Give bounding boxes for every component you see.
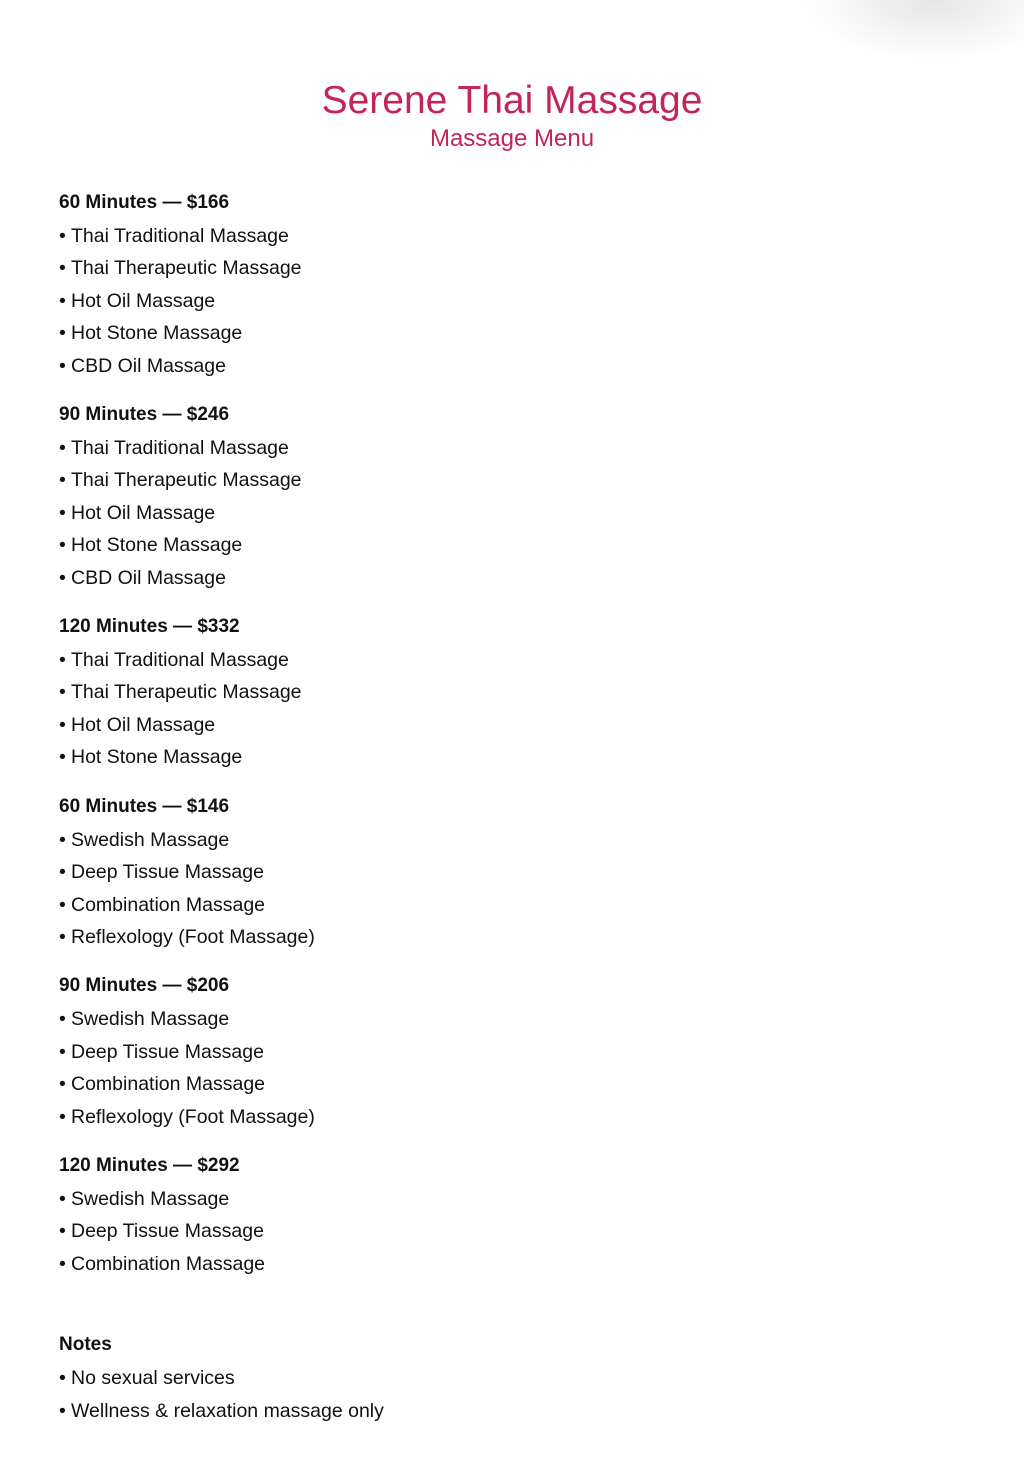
pricing-section-thai-60 xyxy=(59,188,959,382)
list-item xyxy=(59,529,959,561)
list-item xyxy=(59,1248,959,1280)
list-item xyxy=(59,1362,959,1394)
service-name: CBD Oil Massage xyxy=(71,354,226,377)
notes-section xyxy=(59,1330,959,1427)
bullet-icon: • xyxy=(59,354,66,377)
bullet-icon: • xyxy=(59,1367,66,1390)
bullet-icon: • xyxy=(59,1105,66,1128)
list-item xyxy=(59,709,959,741)
list-item xyxy=(59,1101,959,1133)
page-corner-shadow xyxy=(804,0,1024,60)
list-item xyxy=(59,921,959,953)
list-item xyxy=(59,1395,959,1427)
list-item xyxy=(59,317,959,349)
service-name: Thai Traditional Massage xyxy=(71,649,289,672)
section-heading: 90 Minutes — $246 xyxy=(59,404,230,426)
list-item xyxy=(59,676,959,708)
list-item xyxy=(59,824,959,856)
list-item xyxy=(59,1183,959,1215)
bullet-icon: • xyxy=(59,649,66,672)
bullet-icon: • xyxy=(59,257,66,280)
bullet-icon: • xyxy=(59,925,66,948)
list-item xyxy=(59,562,959,594)
menu-header xyxy=(0,78,1024,154)
service-name: Combination Massage xyxy=(71,1252,266,1275)
page-subtitle: Massage Menu xyxy=(429,125,595,152)
menu-content xyxy=(59,188,959,1445)
pricing-section-thai-90 xyxy=(59,400,959,594)
list-item xyxy=(59,220,959,252)
bullet-icon: • xyxy=(59,437,66,460)
list-item xyxy=(59,497,959,529)
list-item xyxy=(59,464,959,496)
bullet-icon: • xyxy=(59,322,66,345)
note-text: No sexual services xyxy=(71,1367,235,1390)
service-name: Hot Oil Massage xyxy=(71,501,216,524)
bullet-icon: • xyxy=(59,566,66,589)
list-item xyxy=(59,741,959,773)
service-name: Thai Therapeutic Massage xyxy=(71,469,302,492)
list-item xyxy=(59,644,959,676)
section-heading: 90 Minutes — $206 xyxy=(59,975,230,997)
service-name: CBD Oil Massage xyxy=(71,566,226,589)
list-item xyxy=(59,252,959,284)
bullet-icon: • xyxy=(59,681,66,704)
list-item xyxy=(59,856,959,888)
service-name: Deep Tissue Massage xyxy=(71,1220,264,1243)
service-name: Hot Stone Massage xyxy=(71,534,243,557)
list-item xyxy=(59,1068,959,1100)
service-name: Swedish Massage xyxy=(71,1008,230,1031)
service-name: Thai Traditional Massage xyxy=(71,225,289,247)
service-name: Hot Oil Massage xyxy=(71,713,216,736)
section-heading: 60 Minutes — $166 xyxy=(59,192,230,213)
service-name: Thai Therapeutic Massage xyxy=(71,257,302,280)
bullet-icon: • xyxy=(59,1187,66,1210)
bullet-icon: • xyxy=(59,501,66,524)
service-name: Reflexology (Foot Massage) xyxy=(71,1105,315,1128)
pricing-section-swedish-120 xyxy=(59,1151,959,1280)
service-name: Swedish Massage xyxy=(71,1187,230,1210)
list-item xyxy=(59,889,959,921)
bullet-icon: • xyxy=(59,289,66,312)
bullet-icon: • xyxy=(59,861,66,884)
service-name: Combination Massage xyxy=(71,1073,266,1096)
list-item xyxy=(59,1003,959,1035)
bullet-icon: • xyxy=(59,713,66,736)
note-text: Wellness & relaxation massage only xyxy=(71,1399,384,1422)
service-name: Thai Traditional Massage xyxy=(71,437,289,460)
bullet-icon: • xyxy=(59,225,66,247)
bullet-icon: • xyxy=(59,1008,66,1031)
service-name: Thai Therapeutic Massage xyxy=(71,681,302,704)
list-item xyxy=(59,1215,959,1247)
pricing-section-swedish-90 xyxy=(59,971,959,1133)
service-name: Combination Massage xyxy=(71,893,266,916)
service-name: Deep Tissue Massage xyxy=(71,861,264,884)
bullet-icon: • xyxy=(59,1252,66,1275)
service-name: Reflexology (Foot Massage) xyxy=(71,925,315,948)
bullet-icon: • xyxy=(59,469,66,492)
section-heading: 120 Minutes — $292 xyxy=(59,1154,240,1176)
service-name: Deep Tissue Massage xyxy=(71,1040,264,1063)
page-title: Serene Thai Massage xyxy=(321,79,703,122)
list-item xyxy=(59,350,959,382)
bullet-icon: • xyxy=(59,1399,66,1422)
bullet-icon: • xyxy=(59,893,66,916)
list-item xyxy=(59,285,959,317)
bullet-icon: • xyxy=(59,534,66,557)
bullet-icon: • xyxy=(59,746,66,769)
bullet-icon: • xyxy=(59,1220,66,1243)
pricing-section-thai-120 xyxy=(59,612,959,774)
service-name: Hot Stone Massage xyxy=(71,746,243,769)
list-item xyxy=(59,1036,959,1068)
service-name: Hot Oil Massage xyxy=(71,289,216,312)
list-item xyxy=(59,432,959,464)
section-heading: 60 Minutes — $146 xyxy=(59,795,230,817)
bullet-icon: • xyxy=(59,828,66,851)
service-name: Hot Stone Massage xyxy=(71,322,243,345)
pricing-section-swedish-60 xyxy=(59,792,959,954)
notes-heading: Notes xyxy=(59,1334,112,1356)
bullet-icon: • xyxy=(59,1040,66,1063)
bullet-icon: • xyxy=(59,1073,66,1096)
service-name: Swedish Massage xyxy=(71,828,230,851)
section-heading: 120 Minutes — $332 xyxy=(59,616,240,638)
